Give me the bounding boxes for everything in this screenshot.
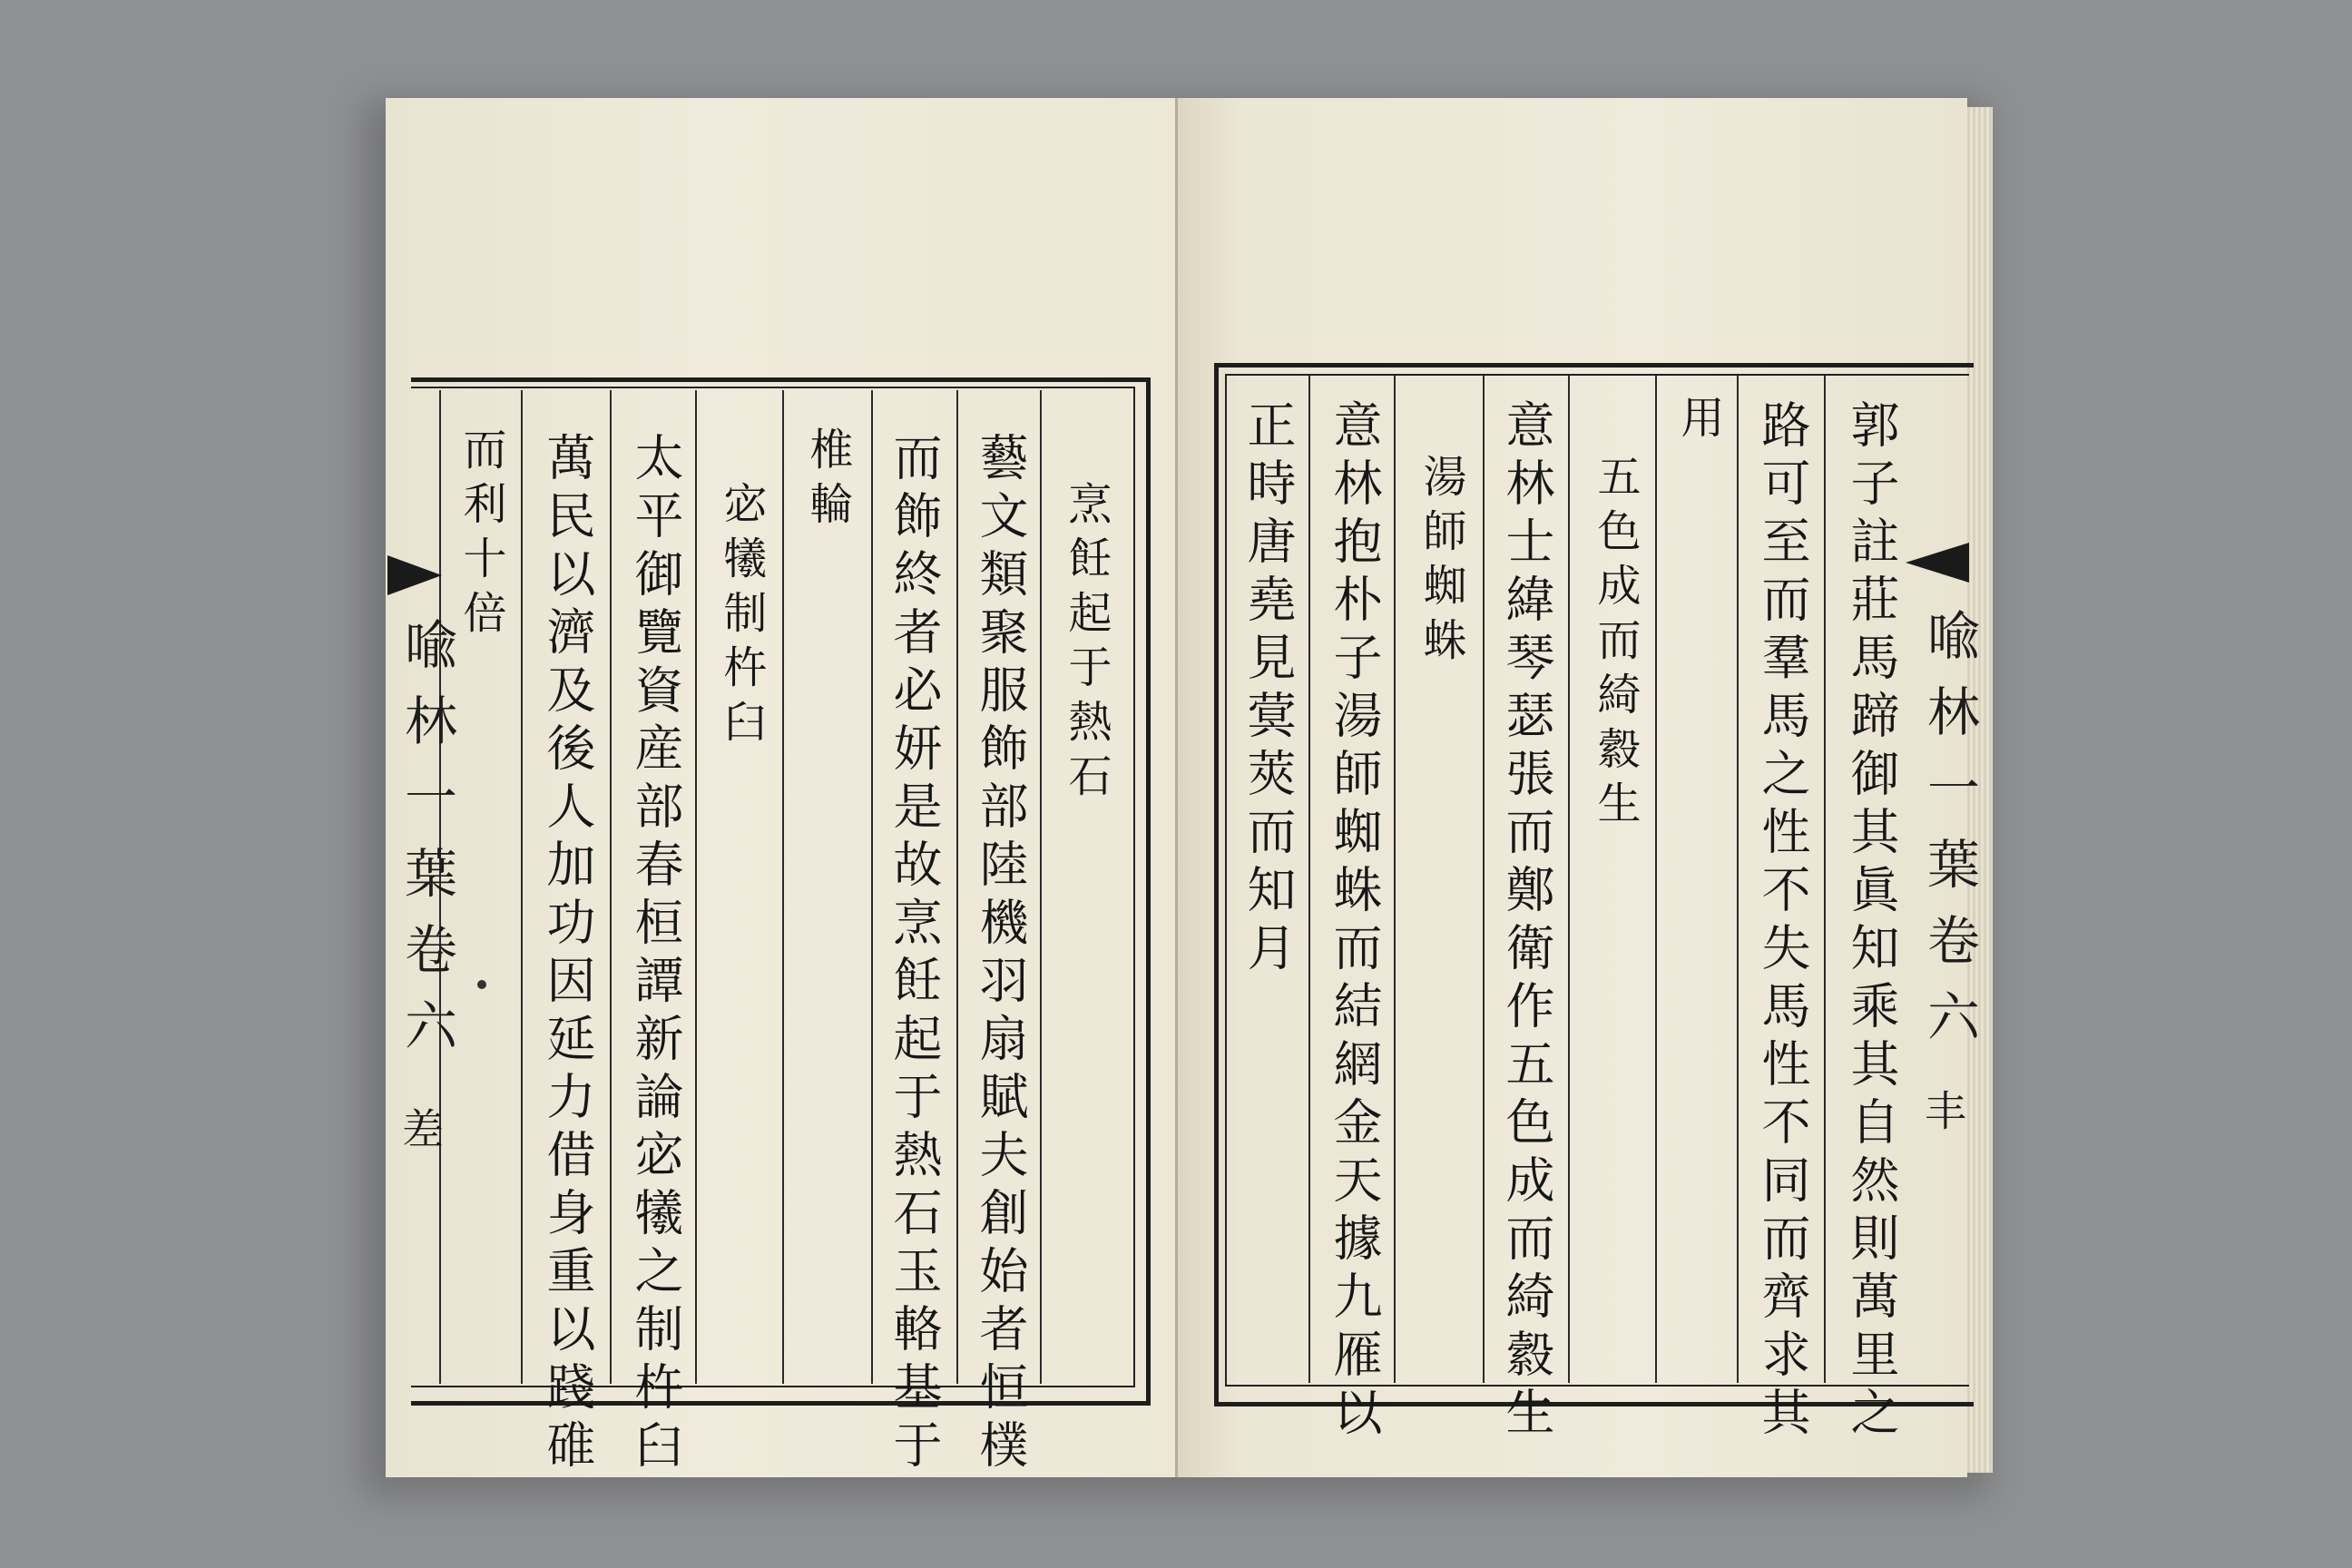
text-column: 湯師蜘蛛	[1416, 454, 1466, 671]
column-rule	[1824, 376, 1826, 1383]
ink-dot	[477, 980, 486, 989]
column-rule	[1040, 390, 1042, 1384]
text-column: 路可至而羣馬之性不失馬性不同而齊求其	[1754, 399, 1811, 1445]
text-column: 正時唐堯見蓂莢而知月	[1240, 399, 1297, 980]
column-rule	[1483, 376, 1485, 1383]
text-column: 藝文類聚服飾部陸機羽扇賦夫創始者恒樸	[972, 432, 1029, 1477]
text-column: 意林抱朴子湯師蜘蛛而結網金天據九雁以	[1326, 399, 1383, 1445]
right-frame-inner-left	[1225, 374, 1227, 1387]
column-rule	[610, 390, 612, 1384]
text-column: 用	[1673, 395, 1724, 449]
text-column: 萬民以濟及後人加功因延力借身重以踐碓	[539, 432, 596, 1477]
column-rule	[1655, 376, 1657, 1383]
column-rule	[1737, 376, 1739, 1383]
text-column: 烹飪起于熱石	[1061, 481, 1112, 808]
text-column: 郭子註莊馬蹄御其眞知乘其自然則萬里之	[1843, 399, 1900, 1445]
folio-number: 丰	[1918, 1089, 1967, 1131]
margin-title: 喩林一葉卷六	[396, 617, 457, 1074]
column-rule	[695, 390, 697, 1384]
text-column: 意林士緯琴瑟張而鄭衛作五色成而綺縠生	[1498, 399, 1555, 1445]
folio-number: 差	[396, 1107, 445, 1149]
right-frame-inner-top	[1225, 374, 1969, 376]
column-rule	[956, 390, 958, 1384]
fish-tail-mark	[1906, 543, 1969, 583]
column-rule	[1568, 376, 1570, 1383]
left-frame-inner-top	[411, 387, 1135, 388]
column-rule	[782, 390, 784, 1384]
margin-title: 喩林一葉卷六	[1918, 608, 1980, 1065]
left-frame-inner-right	[1133, 387, 1135, 1387]
text-column: 宓犧制杵臼	[716, 481, 767, 753]
fish-tail-mark	[387, 555, 442, 595]
text-column: 五色成而綺縠生	[1590, 454, 1641, 835]
text-column: 而飾終者必妍是故烹飪起于熱石玉輅基于	[886, 432, 943, 1477]
column-rule	[521, 390, 523, 1384]
text-column: 太平御覽資産部春桓譚新論宓犧之制杵臼	[627, 432, 684, 1477]
column-rule	[1394, 376, 1396, 1383]
column-rule	[871, 390, 873, 1384]
text-column: 而利十倍	[456, 426, 506, 644]
text-column: 椎輪	[802, 426, 853, 535]
column-rule	[1308, 376, 1310, 1383]
